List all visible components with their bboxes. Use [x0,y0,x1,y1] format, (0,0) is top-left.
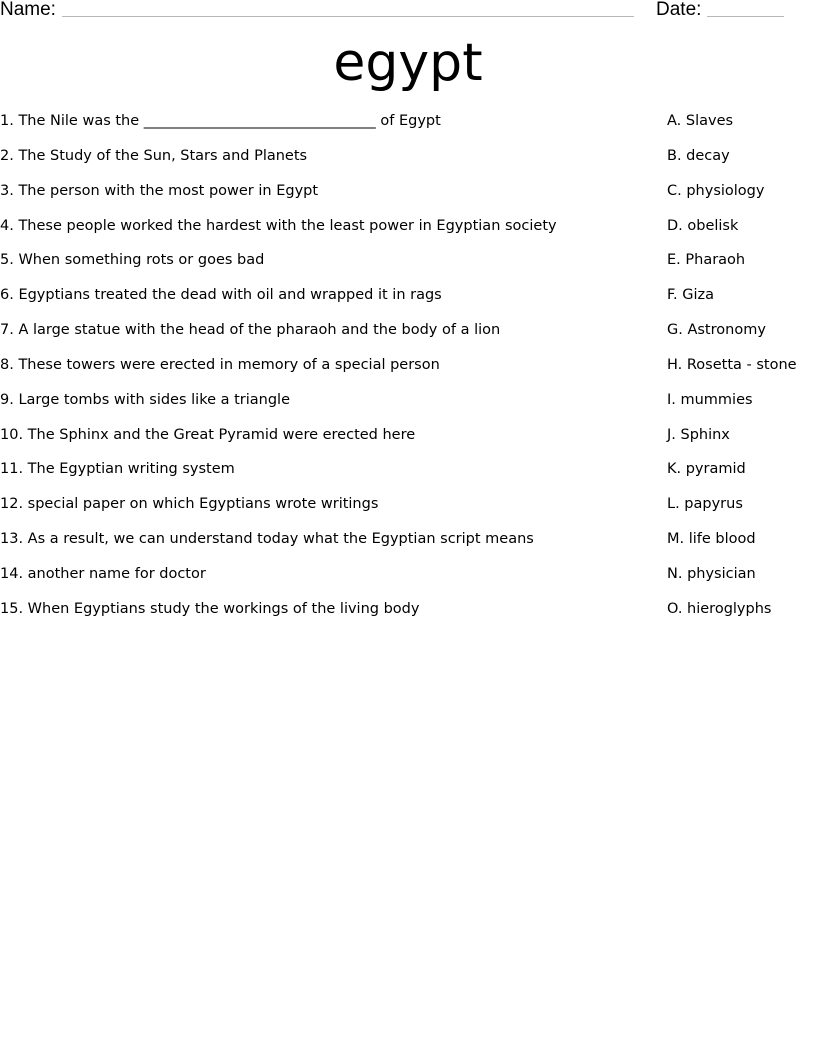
clue-item: 13. As a result, we can understand today what the Egyptian script means [0,531,534,548]
answer-item: D. obelisk [667,217,739,234]
date-field-line[interactable] [707,16,784,17]
answer-item: A. Slaves [667,113,734,129]
answer-item: G. Astronomy [667,322,766,339]
answer-item: C. physiology [667,182,765,199]
answer-item: E. Pharaoh [667,252,746,269]
answer-item: N. physician [667,565,756,582]
clue-list [0,111,650,634]
clue-item: 2. The Study of the Sun, Stars and Planets [0,147,308,164]
worksheet-title: egypt [333,33,483,93]
clue-item: 14. another name for doctor [0,565,206,582]
answer-item: M. life blood [667,531,756,548]
clue-item: 12. special paper on which Egyptians wrote writings [0,496,379,513]
answer-item: H. Rosetta - stone [667,356,797,373]
clue-item: 11. The Egyptian writing system [0,461,235,478]
date-label: Date: [656,0,702,20]
answer-item: F. Giza [667,287,714,304]
answer-item: L. papyrus [667,496,743,513]
answer-item: B. decay [667,147,730,164]
clue-item: 4. These people worked the hardest with the least power in Egyptian society [0,217,557,234]
answer-list [667,111,816,634]
clue-item: 3. The person with the most power in Egypt [0,182,319,199]
clue-item: 10. The Sphinx and the Great Pyramid were erected here [0,426,416,443]
name-label: Name: [0,0,56,20]
clue-item: 5. When something rots or goes bad [0,252,265,269]
answer-item: O. hieroglyphs [667,600,772,617]
answer-item: J. Sphinx [667,426,730,443]
answer-item: I. mummies [667,391,753,408]
answer-item: K. pyramid [667,461,746,478]
worksheet-header [0,0,816,24]
clue-item: 9. Large tombs with sides like a triangle [0,391,291,408]
clue-item: 15. When Egyptians study the workings of the living body [0,600,420,617]
clue-item: 6. Egyptians treated the dead with oil and wrapped it in rags [0,287,442,304]
clue-item: 7. A large statue with the head of the pharaoh and the body of a lion [0,322,501,339]
clue-item: 1. The Nile was the ________________________________ of Egypt [0,113,441,129]
clue-item: 8. These towers were erected in memory of a special person [0,356,440,373]
name-field-line[interactable] [62,16,634,17]
